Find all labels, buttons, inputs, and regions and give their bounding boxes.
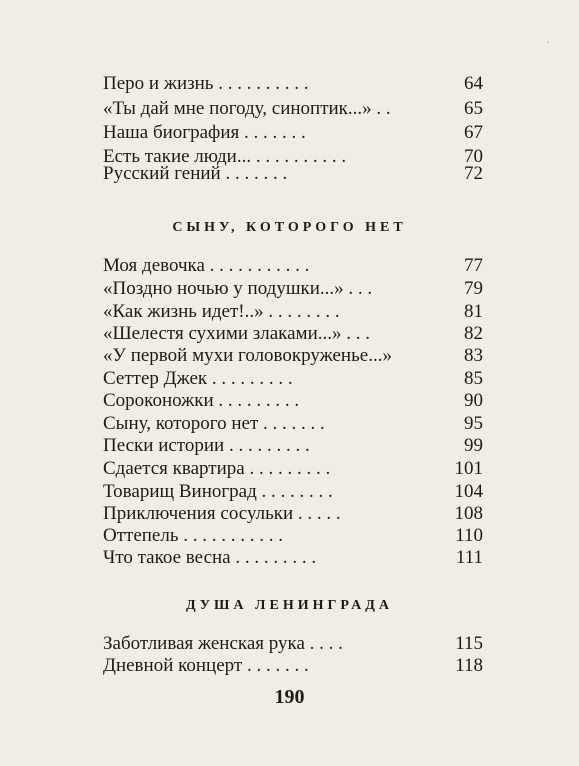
toc-entry-title: «Как жизнь идет!..» . . . . . . . . bbox=[103, 301, 340, 322]
toc-entry-title: Оттепель . . . . . . . . . . . bbox=[103, 525, 284, 546]
toc-entry bbox=[103, 434, 483, 458]
toc-entry-title: Наша биография . . . . . . . bbox=[103, 122, 306, 143]
toc-entry-title: Сеттер Джек . . . . . . . . . bbox=[103, 368, 293, 389]
corner-mark: ' bbox=[547, 40, 549, 51]
toc-entry-page: 104 bbox=[454, 481, 483, 502]
toc-entry-title: Моя девочка . . . . . . . . . . . bbox=[103, 255, 310, 276]
toc-entry bbox=[103, 162, 483, 186]
toc-entry-page: 82 bbox=[464, 323, 483, 344]
toc-entry-page: 70 bbox=[464, 146, 483, 167]
toc-entry-title: Сыну, которого нет . . . . . . . bbox=[103, 413, 325, 434]
toc-entry-page: 77 bbox=[464, 255, 483, 276]
toc-entry-title: Перо и жизнь . . . . . . . . . . bbox=[103, 73, 309, 94]
toc-entry bbox=[103, 632, 483, 656]
toc-entry-page: 101 bbox=[454, 458, 483, 479]
toc-entry bbox=[103, 277, 483, 301]
toc-entry bbox=[103, 254, 483, 278]
toc-entry-title: Заботливая женская рука . . . . bbox=[103, 633, 343, 654]
toc-entry-title: Сдается квартира . . . . . . . . . bbox=[103, 458, 331, 479]
toc-entry-page: 81 bbox=[464, 301, 483, 322]
toc-entry-page: 110 bbox=[455, 525, 483, 546]
toc-entry-page: 79 bbox=[464, 278, 483, 299]
toc-entry-page: 118 bbox=[455, 655, 483, 676]
toc-entry-title: Приключения сосульки . . . . . bbox=[103, 503, 341, 524]
toc-entry-title: «У первой мухи головокруженье...» bbox=[103, 345, 392, 366]
toc-entry bbox=[103, 389, 483, 413]
toc-entry bbox=[103, 654, 483, 678]
page-number: 190 bbox=[274, 686, 305, 708]
toc-entry bbox=[103, 457, 483, 481]
toc-entry bbox=[103, 97, 483, 121]
toc-entry bbox=[103, 367, 483, 391]
toc-entry-page: 64 bbox=[464, 73, 483, 94]
toc-entry bbox=[103, 546, 483, 570]
toc-entry bbox=[103, 502, 483, 526]
section-heading: ДУША ЛЕНИНГРАДА bbox=[185, 598, 394, 613]
toc-entry-page: 67 bbox=[464, 122, 483, 143]
toc-entry bbox=[103, 300, 483, 324]
toc-entry-title: «Шелестя сухими злаками...» . . . bbox=[103, 323, 370, 344]
toc-entry-title: «Ты дай мне погоду, синоптик...» . . bbox=[103, 98, 391, 119]
toc-entry-title: Сороконожки . . . . . . . . . bbox=[103, 390, 300, 411]
toc-entry bbox=[103, 121, 483, 145]
toc-entry-title: Товарищ Виноград . . . . . . . . bbox=[103, 481, 333, 502]
toc-entry-page: 115 bbox=[455, 633, 483, 654]
toc-entry bbox=[103, 412, 483, 436]
toc-entry bbox=[103, 344, 483, 368]
toc-entry-page: 83 bbox=[464, 345, 483, 366]
toc-entry-title: Есть такие люди... . . . . . . . . . . bbox=[103, 146, 347, 167]
toc-entry-page: 85 bbox=[464, 368, 483, 389]
toc-entry-title: «Поздно ночью у подушки...» . . . bbox=[103, 278, 373, 299]
toc-entry bbox=[103, 322, 483, 346]
toc-entry-page: 65 bbox=[464, 98, 483, 119]
toc-entry-page: 99 bbox=[464, 435, 483, 456]
toc-entry-title: Пески истории . . . . . . . . . bbox=[103, 435, 310, 456]
toc-entry bbox=[103, 524, 483, 548]
toc-entry-page: 90 bbox=[464, 390, 483, 411]
toc-entry-page: 108 bbox=[454, 503, 483, 524]
toc-entry-title: Русский гений . . . . . . . bbox=[103, 163, 288, 184]
section-heading: СЫНУ, КОТОРОГО НЕТ bbox=[172, 220, 407, 235]
toc-entry-title: Дневной концерт . . . . . . . bbox=[103, 655, 309, 676]
toc-entry-title: Что такое весна . . . . . . . . . bbox=[103, 547, 317, 568]
toc-entry bbox=[103, 480, 483, 504]
toc-entry-page: 95 bbox=[464, 413, 483, 434]
toc-entry bbox=[103, 72, 483, 96]
toc-entry-page: 111 bbox=[455, 547, 483, 568]
toc-entry-page: 72 bbox=[464, 163, 483, 184]
